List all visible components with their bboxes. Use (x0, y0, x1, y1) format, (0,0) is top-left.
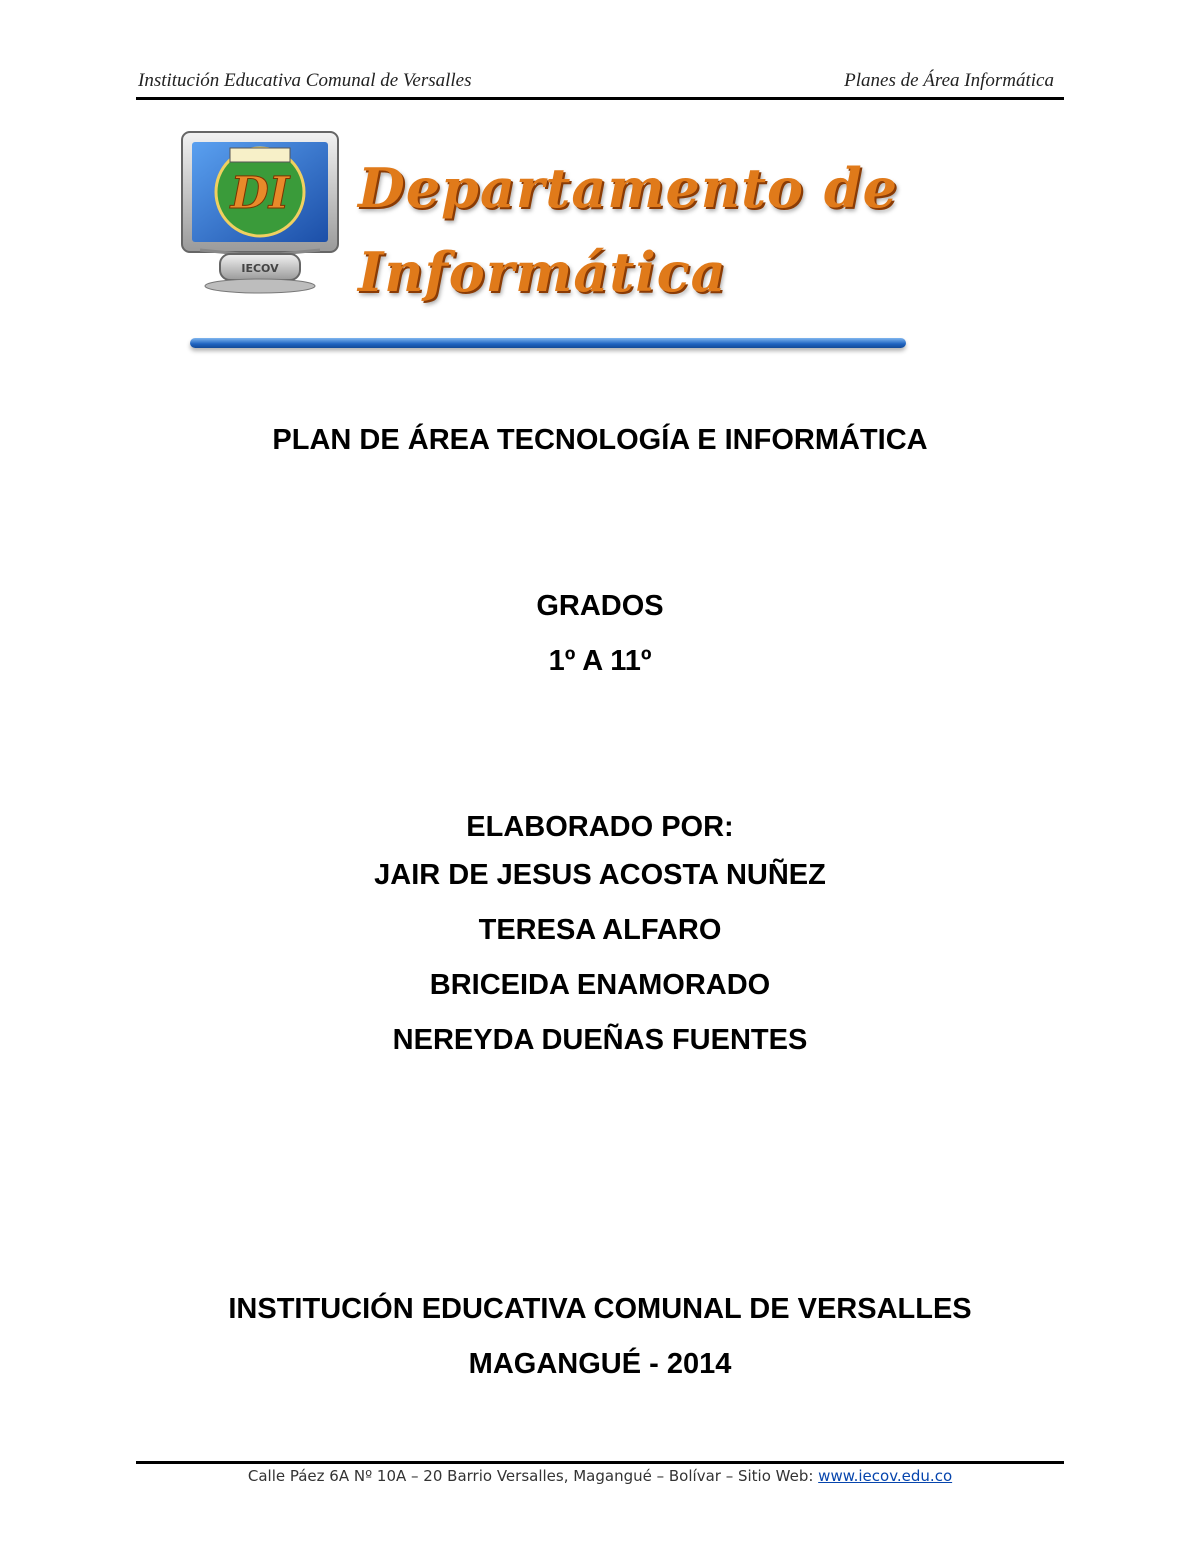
header-divider (136, 97, 1064, 100)
author-name: NEREYDA DUEÑAS FUENTES (392, 1024, 808, 1056)
website-link[interactable]: www.iecov.edu.co (818, 1467, 953, 1485)
header-institution: Institución Educativa Comunal de Versalles (138, 70, 472, 91)
department-title-line1: Departamento de (358, 156, 898, 220)
institution-name: INSTITUCIÓN EDUCATIVA COMUNAL DE VERSALLES (228, 1293, 972, 1325)
footer-divider (136, 1461, 1064, 1464)
monogram-text: DI (230, 168, 290, 219)
header-plan-name: Planes de Área Informática (844, 70, 1054, 91)
department-title-line2: Informática (358, 240, 727, 304)
grades-range: 1º A 11º (548, 645, 652, 677)
department-title (358, 146, 898, 314)
authors-heading: ELABORADO POR: (466, 811, 734, 843)
author-name: JAIR DE JESUS ACOSTA NUÑEZ (374, 859, 826, 891)
author-name: TERESA ALFARO (478, 914, 722, 946)
footer (0, 1467, 1200, 1485)
document-title: PLAN DE ÁREA TECNOLOGÍA E INFORMÁTICA (272, 424, 928, 456)
monitor-logo-icon (180, 130, 340, 295)
monitor-label: IECOV (241, 262, 279, 275)
footer-address: Calle Páez 6A Nº 10A – 20 Barrio Versalles, Magangué – Bolívar – Sitio Web: (247, 1467, 819, 1485)
place-year: MAGANGUÉ - 2014 (468, 1348, 732, 1380)
author-name: BRICEIDA ENAMORADO (429, 969, 771, 1001)
logo-underline-bar (190, 338, 906, 348)
grades-label: GRADOS (536, 590, 664, 622)
